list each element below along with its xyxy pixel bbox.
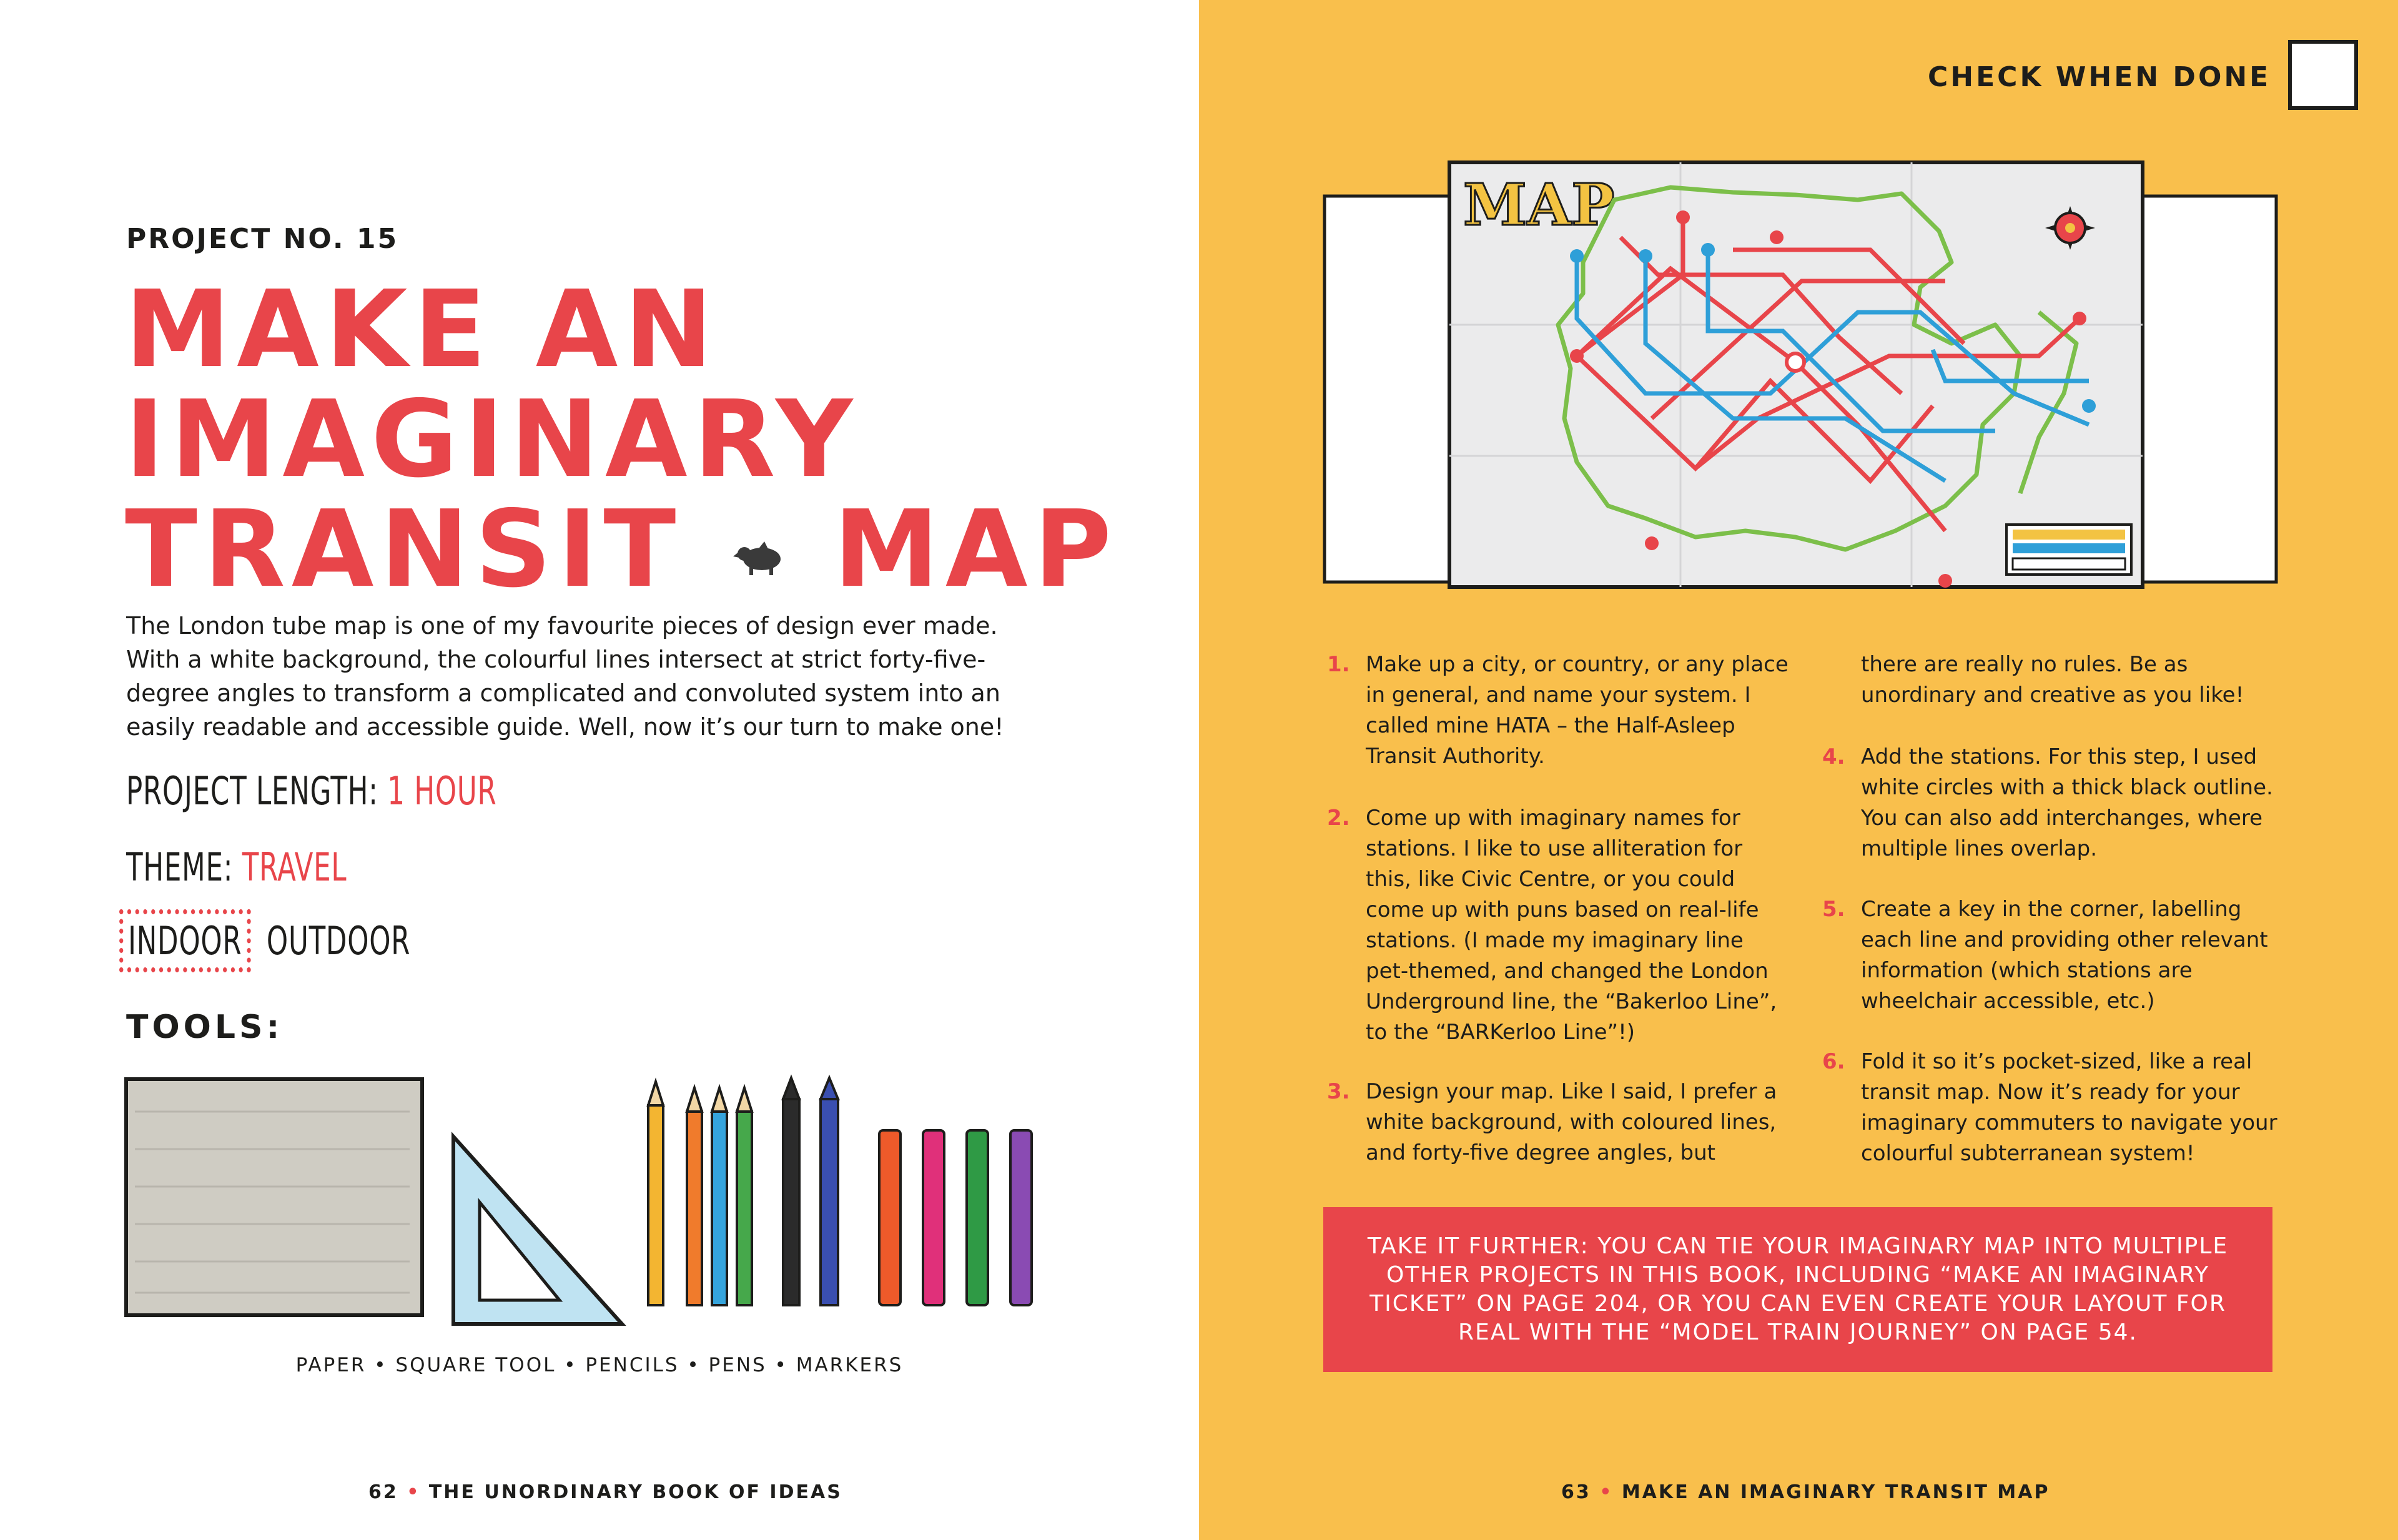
pencils-icon: [648, 1082, 752, 1305]
title-line-3: [125, 488, 1118, 611]
map-key-icon: [2006, 525, 2131, 575]
map-illustration: [1321, 156, 2295, 606]
tools-illustration: [122, 1074, 1072, 1336]
right-page: [1199, 0, 2398, 1540]
tools-caption: PAPER • SQUARE TOOL • PENCILS • PENS • MARKERS: [295, 1354, 904, 1376]
take-it-further-text: TAKE IT FURTHER: YOU CAN TIE YOUR IMAGINARY MAP INTO MULTIPLE OTHER PROJECTS IN THIS BOOK, INCLUDING “MAKE AN IMAGINARY TICKET” ON PAGE 204, OR YOU CAN EVEN CREATE YOUR LAYOUT FOR REAL WITH THE “MODEL TRAIN JOURNEY” ON PAGE 54.: [1367, 1233, 2229, 1345]
indoor-outdoor: [126, 918, 410, 964]
step-5: 5. Create a key in the corner, labelling each line and providing other relevant information (which stations are wheelchair accessible, etc.): [1822, 897, 2268, 1014]
outdoor-label: OUTDOOR: [266, 918, 411, 964]
running-head-left: THE UNORDINARY BOOK OF IDEAS: [428, 1481, 842, 1503]
theme-value: TRAVEL: [242, 844, 347, 890]
paper-icon: [126, 1079, 422, 1315]
square-tool-icon: [453, 1137, 622, 1324]
indoor-label: INDOOR: [126, 918, 244, 964]
project-number: PROJECT NO. 15: [126, 223, 399, 255]
title-line-1: MAKE AN: [125, 268, 719, 392]
step-3-continued: there are really no rules. Be as unordinary and creative as you like!: [1861, 652, 2244, 708]
check-when-done-label: CHECK WHEN DONE: [1928, 61, 2271, 93]
step-3: 3. Design your map. Like I said, I prefer a white background, with coloured lines, and forty-five degree angles, but: [1327, 1079, 1777, 1165]
take-it-further-box: [1323, 1207, 2272, 1372]
page-number-right: 63: [1561, 1481, 1591, 1503]
theme-label: THEME:: [126, 844, 234, 890]
animal-doodle-icon: [732, 535, 788, 579]
page-number-left: 62: [368, 1481, 398, 1503]
intro-paragraph: The London tube map is one of my favourite pieces of design ever made. With a white background, the colourful lines intersect at strict forty-five-degree angles to transform a complicated and convoluted system into an easily readable and accessible guide. Well, now it’s our turn to make one!: [126, 612, 1004, 741]
markers-icon: [879, 1130, 1032, 1305]
map-label: MAP: [1463, 171, 1615, 239]
step-4: 4. Add the stations. For this step, I used white circles with a thick black outline. You can also add interchanges, where multiple lines overlap.: [1822, 744, 2273, 861]
title-line-2: IMAGINARY: [125, 378, 859, 501]
left-footer: 62 • THE UNORDINARY BOOK OF IDEAS: [368, 1481, 842, 1503]
right-footer: 63 • MAKE AN IMAGINARY TRANSIT MAP: [1561, 1481, 2050, 1503]
project-length: [126, 768, 497, 814]
title-word-map: MAP: [833, 488, 1118, 611]
check-when-done-checkbox[interactable]: [2288, 40, 2358, 110]
step-1: 1. Make up a city, or country, or any place in general, and name your system. I called mine HATA – the Half-Asleep Transit Authority.: [1327, 652, 1789, 769]
project-length-value: 1 HOUR: [387, 768, 497, 814]
step-6: 6. Fold it so it’s pocket-sized, like a real transit map. Now it’s ready for your imaginary commuters to navigate your colourful subterranean system!: [1822, 1049, 2277, 1166]
page-title: [125, 268, 1118, 611]
project-theme: [126, 844, 347, 890]
title-word-transit: TRANSIT: [125, 488, 683, 611]
step-2: 2. Come up with imaginary names for stations. I like to use alliteration for this, like Civic Centre, or you could come up with puns based on real-life stations. (I made my imaginary line pet-themed, and changed the London Underground line, the “Bakerloo Line”, to the “BARKerloo Line”!): [1327, 806, 1777, 1045]
tools-heading: TOOLS:: [126, 1009, 284, 1046]
pens-icon: [783, 1078, 838, 1305]
running-head-right: MAKE AN IMAGINARY TRANSIT MAP: [1621, 1481, 2050, 1503]
project-length-label: PROJECT LENGTH:: [126, 768, 378, 814]
